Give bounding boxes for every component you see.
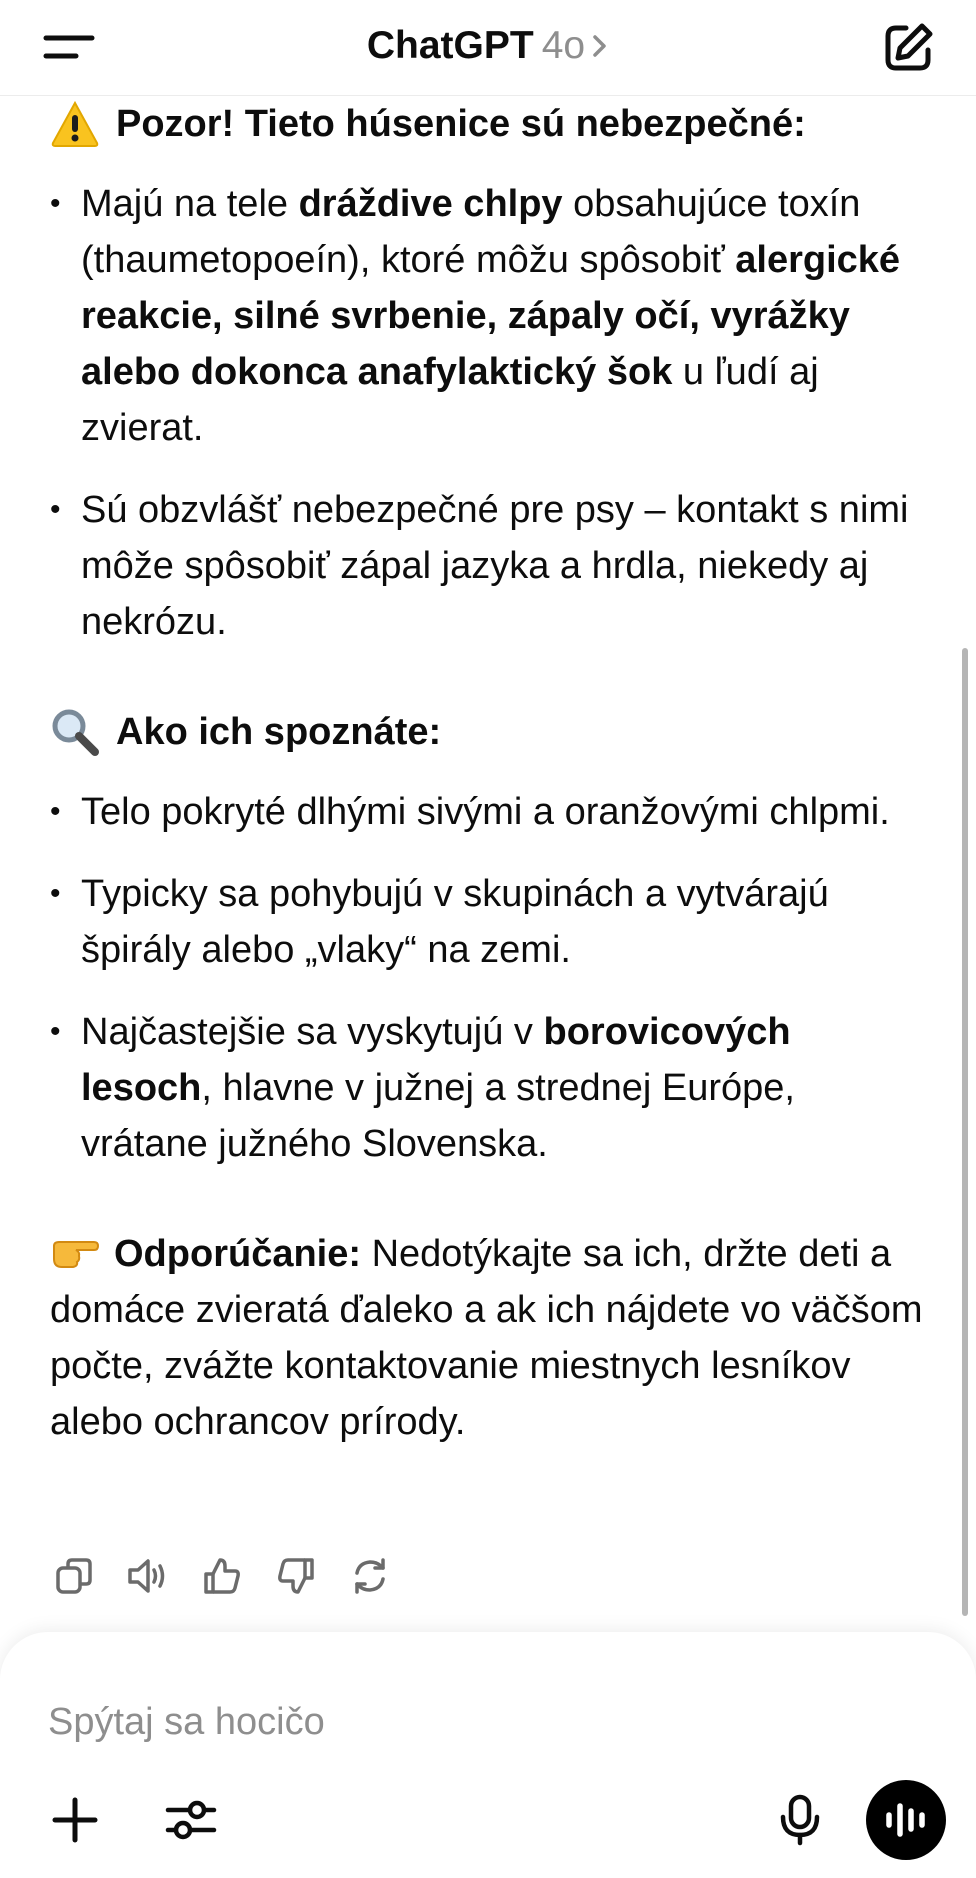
- regenerate-button[interactable]: [346, 1552, 394, 1600]
- warning-list: [50, 176, 930, 650]
- tools-button[interactable]: [159, 1788, 223, 1852]
- thumbs-up-icon: [202, 1556, 242, 1596]
- read-aloud-button[interactable]: [124, 1552, 172, 1600]
- chevron-right-icon: [591, 24, 609, 72]
- prompt-input[interactable]: [48, 1694, 908, 1750]
- regenerate-icon: [350, 1556, 390, 1596]
- copy-icon: [54, 1556, 94, 1596]
- copy-button[interactable]: [50, 1552, 98, 1600]
- model-label: 4o: [541, 24, 586, 67]
- waveform-icon: [883, 1800, 929, 1840]
- pointing-hand-icon: [50, 1232, 100, 1272]
- identify-heading: [50, 704, 930, 760]
- identify-title: Ako ich spoznáte:: [116, 711, 442, 753]
- message-actions: [50, 1552, 394, 1600]
- list-item: • Majú na tele dráždive chlpy obsahujúce toxín (thaumetopoeín), ktoré môžu spôsobiť alergické reakcie, silné svrbenie, zápaly očí, vyrážky alebo dokonca anafylaktický šok u ľudí aj zvierat.: [50, 176, 930, 456]
- list-item: • Najčastejšie sa vyskytujú v borovicových lesoch, hlavne v južnej a strednej Európe, vrátane južného Slovenska.: [50, 1004, 930, 1172]
- scrollbar[interactable]: [962, 648, 968, 1616]
- list-item: • Sú obzvlášť nebezpečné pre psy – kontakt s nimi môže spôsobiť zápal jazyka a hrdla, niekedy aj nekrózu.: [50, 482, 930, 650]
- list-item: • Typicky sa pohybujú v skupinách a vytvárajú špirály alebo „vlaky“ na zemi.: [50, 866, 930, 978]
- magnifier-icon: [50, 707, 100, 757]
- assistant-message: [50, 96, 930, 1450]
- recommendation-text: Nedotýkajte sa ich, držte deti a domáce zvieratá ďaleko a ak ich nájdete vo väčšom počte, zvážte kontaktovanie miestnych lesníkov alebo ochrancov prírody.: [50, 1233, 923, 1443]
- composer: [0, 1632, 976, 1878]
- warning-icon: [50, 99, 100, 149]
- new-chat-button[interactable]: [880, 20, 936, 76]
- app-title: ChatGPT: [366, 24, 534, 67]
- identify-list: [50, 784, 930, 1172]
- list-item: • Telo pokryté dlhými sivými a oranžovými chlpmi.: [50, 784, 930, 840]
- dictate-button[interactable]: [768, 1788, 832, 1852]
- compose-icon: [880, 20, 936, 76]
- microphone-icon: [778, 1793, 822, 1847]
- good-response-button[interactable]: [198, 1552, 246, 1600]
- speaker-icon: [126, 1556, 170, 1596]
- warning-title: Pozor! Tieto húsenice sú nebezpečné:: [116, 103, 806, 145]
- thumbs-down-icon: [276, 1556, 316, 1596]
- recommendation-paragraph: [50, 1226, 930, 1450]
- warning-heading: [50, 96, 930, 152]
- attach-button[interactable]: [43, 1788, 107, 1852]
- bad-response-button[interactable]: [272, 1552, 320, 1600]
- plus-icon: [50, 1795, 100, 1845]
- sliders-icon: [164, 1795, 218, 1845]
- model-selector[interactable]: [0, 22, 976, 72]
- voice-mode-button[interactable]: [866, 1780, 946, 1860]
- recommendation-label: Odporúčanie:: [114, 1233, 362, 1275]
- top-bar: [0, 0, 976, 96]
